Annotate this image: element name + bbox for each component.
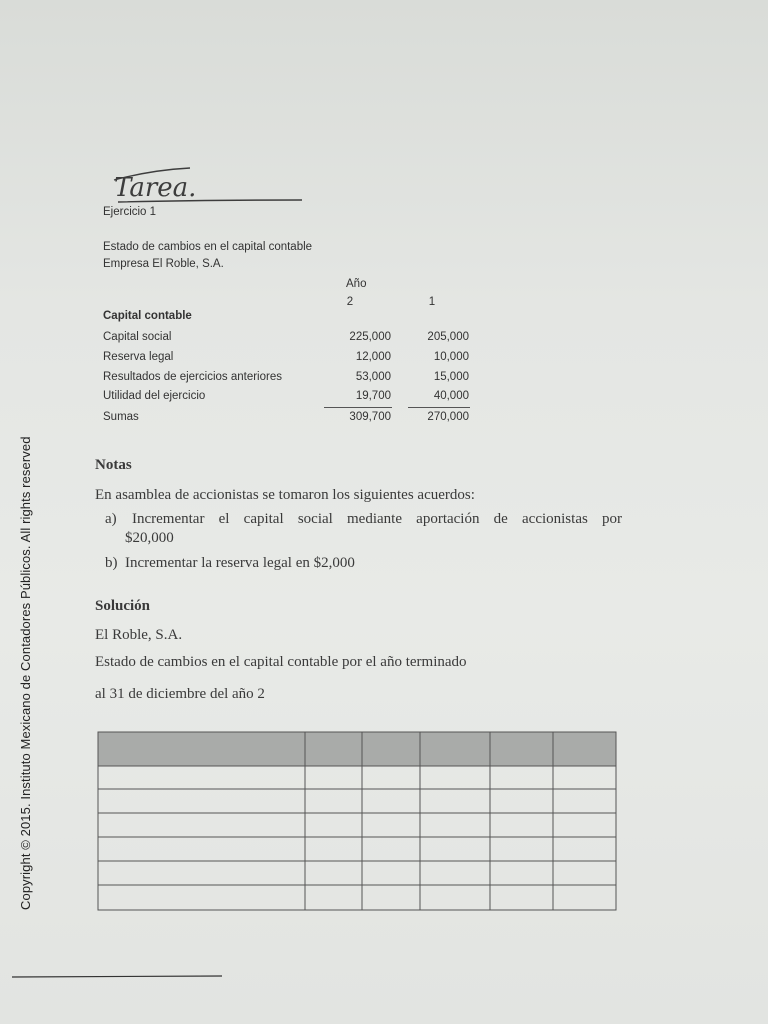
handwritten-title-drawing <box>112 162 312 210</box>
row-label: Sumas <box>103 411 139 423</box>
row-value-year-1: 205,000 <box>427 331 469 343</box>
solution-date: al 31 de diciembre del año 2 <box>95 686 265 702</box>
notes-heading: Notas <box>95 457 132 473</box>
note-a-text: Incrementar el capital social mediante aportación de accionistas por <box>132 511 622 527</box>
note-b-marker: b) <box>105 555 118 571</box>
row-value-year-1: 15,000 <box>433 371 469 383</box>
solution-company: El Roble, S.A. <box>95 627 183 643</box>
table-row <box>103 390 473 408</box>
year-header: Año <box>346 278 367 290</box>
sum-rule-year-1 <box>408 407 470 408</box>
bottom-margin-line <box>12 966 222 970</box>
row-label: Reserva legal <box>103 351 174 363</box>
handwritten-title-text: Tarea. <box>114 173 197 203</box>
table-row-total <box>103 411 473 429</box>
row-value-year-1: 10,000 <box>433 351 469 363</box>
note-a-marker: a) <box>105 511 117 527</box>
row-value-year-2: 225,000 <box>349 331 391 343</box>
copyright-notice: Copyright © 2015. Instituto Mexicano de Contadores Públicos. All rights reserved <box>18 436 33 910</box>
exercise-label: Ejercicio 1 <box>103 206 157 218</box>
row-value-year-1: 270,000 <box>427 411 469 423</box>
company-name: Empresa El Roble, S.A. <box>103 258 224 270</box>
row-value-year-1: 40,000 <box>433 390 469 402</box>
note-b-text: Incrementar la reserva legal en $2,000 <box>125 555 355 571</box>
notes-intro: En asamblea de accionistas se tomaron los siguientes acuerdos: <box>95 487 475 503</box>
solution-title: Estado de cambios en el capital contable por el año terminado <box>95 654 467 670</box>
row-label: Utilidad del ejercicio <box>103 390 206 402</box>
column-year-1: 1 <box>428 296 436 308</box>
column-year-2: 2 <box>346 296 354 308</box>
row-value-year-2: 19,700 <box>355 390 391 402</box>
table-row <box>103 371 473 389</box>
row-value-year-2: 309,700 <box>349 411 391 423</box>
table-row <box>103 331 473 349</box>
table-row <box>103 351 473 369</box>
blank-answer-grid <box>97 731 617 911</box>
statement-title: Estado de cambios en el capital contable <box>103 241 313 253</box>
row-label: Resultados de ejercicios anteriores <box>103 371 282 383</box>
table-header-band <box>98 732 616 766</box>
row-value-year-2: 53,000 <box>355 371 391 383</box>
handwritten-title <box>112 162 312 210</box>
table-row-lines <box>98 766 616 885</box>
row-value-year-2: 12,000 <box>355 351 391 363</box>
section-heading: Capital contable <box>103 310 192 322</box>
blank-answer-table <box>97 731 617 911</box>
row-label: Capital social <box>103 331 172 343</box>
note-a-continuation: $20,000 <box>125 530 174 546</box>
note-b <box>105 555 355 572</box>
sum-rule-year-2 <box>324 407 392 408</box>
solution-heading: Solución <box>95 598 151 614</box>
